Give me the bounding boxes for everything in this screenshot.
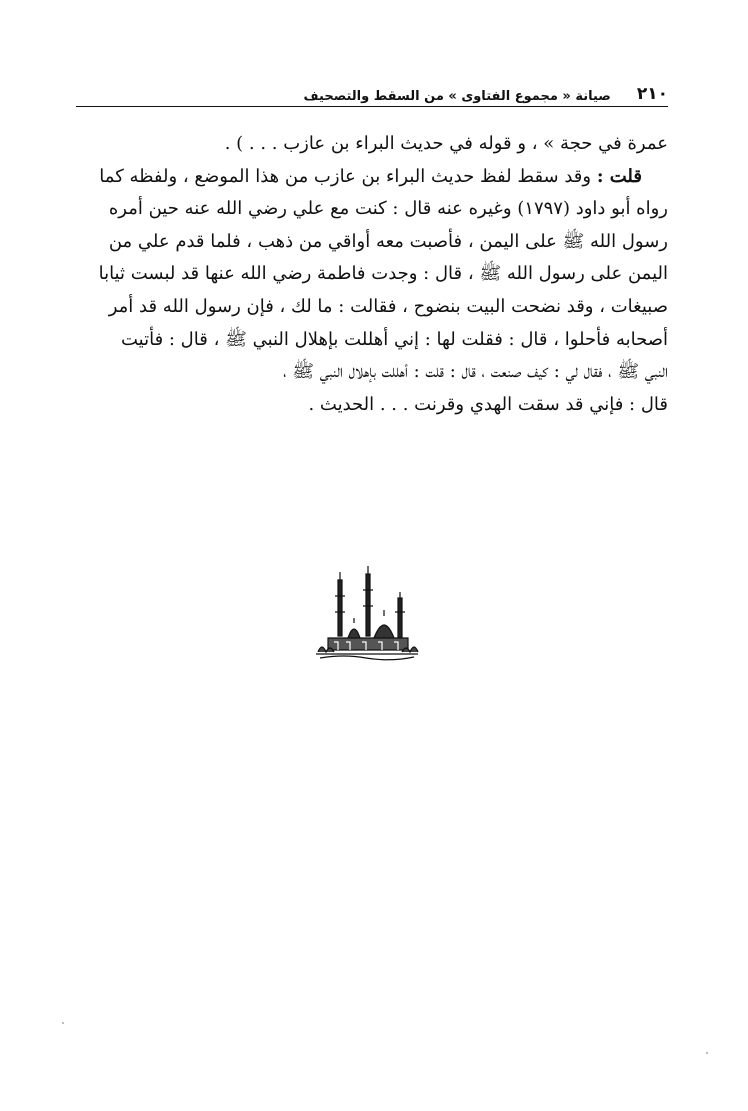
text-line: أصحابه فأحلوا ، قال : فقلت لها : إني أهللت بإهلال النبي ﷺ ، قال : فأتيت xyxy=(120,328,668,350)
text-line: عمرة في حجة » ، و قوله في حديث البراء بن عازب . . . ) . xyxy=(224,133,668,154)
scan-speck xyxy=(62,1022,64,1024)
text-line: النبي ﷺ ، فقال لي : كيف صنعت ، قال : قلت : أهللت بإهلال النبي ﷺ ، xyxy=(283,361,668,383)
text-line: صبيغات ، وقد نضحت البيت بنضوح ، فقالت : ما لك ، فإن رسول الله قد أمر xyxy=(108,295,668,317)
body-text xyxy=(76,128,668,421)
lead-word: قلت : xyxy=(596,165,642,187)
page-number: ٢١٠ xyxy=(636,84,668,104)
text-line: رواه أبو داود (١٧٩٧) وغيره عنه قال : كنت مع علي رضي الله عنه حين أمره xyxy=(108,198,668,220)
text-line: قال : فإني قد سقت الهدي وقرنت . . . الحديث . xyxy=(308,393,668,415)
scan-speck xyxy=(706,1052,708,1054)
running-title: صيانة « مجموع الفتاوى » من السقط والتصحيف xyxy=(303,89,611,104)
running-header xyxy=(76,78,668,104)
text-line-content: وقد سقط لفظ حديث البراء بن عازب من هذا الموضع ، ولفظه كما xyxy=(99,165,592,187)
text-line xyxy=(76,161,668,194)
text-line: اليمن على رسول الله ﷺ ، قال : وجدت فاطمة رضي الله عنها قد لبست ثيابا xyxy=(98,263,668,285)
mosque-ornament-icon xyxy=(314,566,420,662)
text-line: رسول الله ﷺ على اليمن ، فأصبت معه أواقي من ذهب ، فلما قدم علي من xyxy=(108,230,668,252)
header-rule xyxy=(76,106,668,107)
